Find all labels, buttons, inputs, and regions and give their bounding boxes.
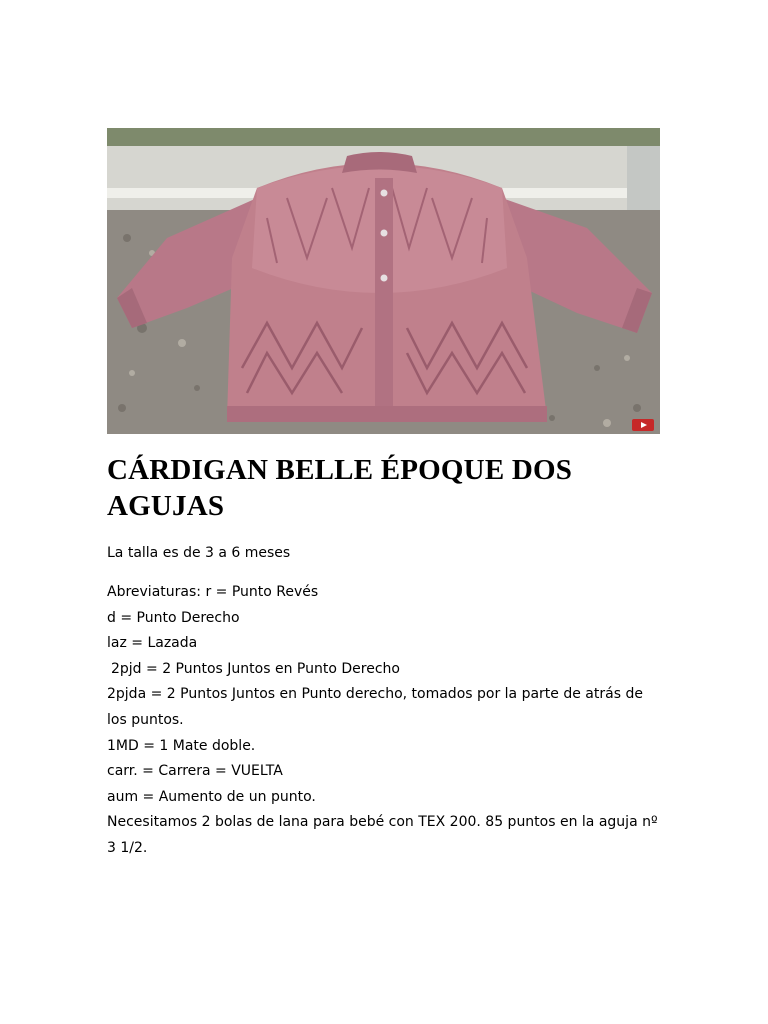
abbreviation-line: laz = Lazada [107,635,198,652]
abbreviation-line: Abreviaturas: r = Punto Revés [107,584,319,600]
abbreviations-list [107,580,667,862]
abbreviation-line: 2pjda = 2 Puntos Juntos en Punto derecho, tomados por la parte de atrás de los puntos. [107,686,643,728]
cardigan-illustration [107,128,660,434]
size-line: La talla es de 3 a 6 meses [107,545,291,561]
abbreviation-line: aum = Aumento de un punto. [107,788,316,805]
abbreviation-line: 1MD = 1 Mate doble. [107,737,256,754]
document-title: CÁRDIGAN BELLE ÉPOQUE DOS AGUJAS [107,454,573,522]
cardigan-photo [107,128,660,434]
abbreviation-line: d = Punto Derecho [107,609,240,626]
abbreviation-line: carr. = Carrera = VUELTA [107,763,283,780]
abbreviation-line: Necesitamos 2 bolas de lana para bebé con TEX 200. 85 puntos en la aguja nº 3 1/2. [107,814,658,856]
play-icon[interactable] [632,419,654,431]
abbreviation-line: 2pjd = 2 Puntos Juntos en Punto Derecho [111,660,400,677]
